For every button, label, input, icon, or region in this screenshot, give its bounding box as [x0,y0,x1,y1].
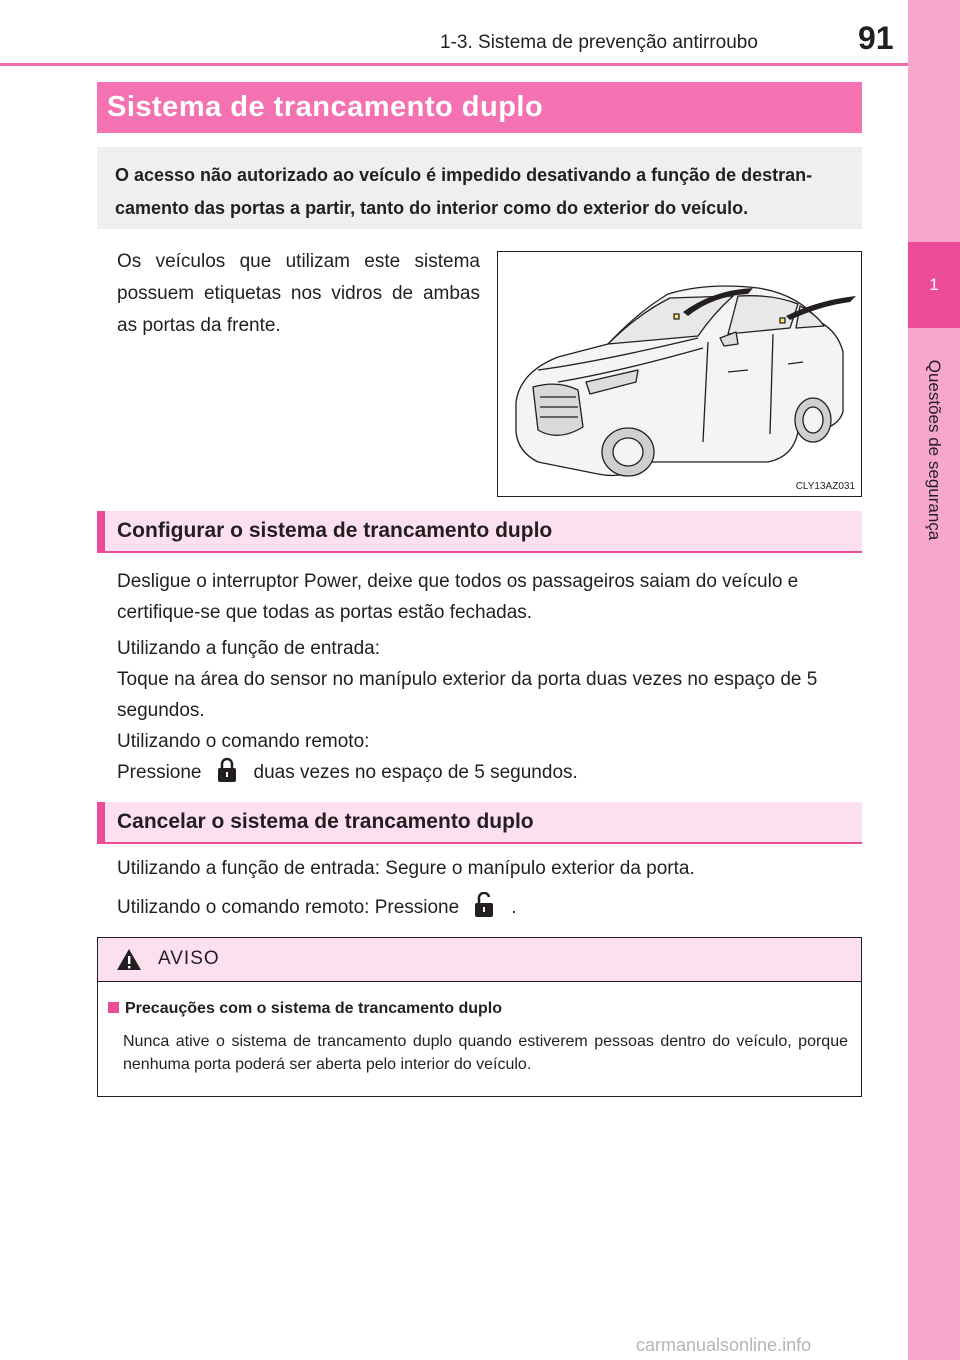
watermark: carmanualsonline.info [636,1335,812,1355]
section-title: Sistema de trancamento duplo [97,82,862,133]
page-number: 91 [858,20,894,56]
remote-label: Utilizando o comando remoto: [117,731,370,752]
header-title: 1-3. Sistema de prevenção antirroubo [440,32,758,53]
press-before-text: Pressione [117,762,202,783]
chapter-label: Questões de segurança [925,359,944,541]
intro-text: O acesso não autorizado ao veículo é impedido desativando a função de destran-camento das portas a partir, tanto do interior como do exterior do veículo. [97,147,862,229]
warning-item-title [108,1000,502,1018]
lock-icon [216,757,238,783]
configure-paragraph: Desligue o interruptor Power, deixe que todos os passageiros saiam do veículo e certifique-se que todas as portas estão fechadas. [117,571,799,623]
side-tab [908,0,960,1360]
cancel-remote-line [117,892,859,923]
header-rule [0,63,908,66]
cancel-entry-text: Utilizando a função de entrada: Segure o manípulo exterior da porta. [117,858,695,879]
figure-code: CLY13AZ031 [795,481,855,492]
configure-header: Configurar o sistema de trancamento duplo [97,511,862,553]
chapter-number: 1 [908,242,960,328]
unlock-icon [473,892,495,918]
warning-title: AVISO [158,948,220,969]
entry-function-text: Toque na área do sensor no manípulo exterior da porta duas vezes no espaço de 5 segundos. [117,669,818,721]
bullet-square-icon [108,1002,119,1013]
warning-box [97,937,862,1097]
car-drawing [498,252,861,496]
car-illustration [497,251,862,497]
cancel-header: Cancelar o sistema de trancamento duplo [97,802,862,844]
entry-function-label: Utilizando a função de entrada: [117,638,381,659]
warning-item-text: Nunca ative o sistema de trancamento duplo quando estiverem pessoas dentro do veículo, porque nenhuma porta poderá ser aberta pelo interior do veículo. [123,1033,848,1073]
description-text: Os veículos que utilizam este sistema possuem etiquetas nos vidros de ambas as portas da frente. [117,251,480,336]
cancel-remote-after: . [511,897,517,918]
warning-triangle-icon [116,948,142,976]
press-lock-line [117,757,859,788]
cancel-remote-before: Utilizando o comando remoto: Pressione [117,897,460,918]
warning-header [98,938,861,982]
warning-item-label: Precauções com o sistema de trancamento duplo [125,1000,503,1017]
press-after-text: duas vezes no espaço de 5 segundos. [253,762,578,783]
